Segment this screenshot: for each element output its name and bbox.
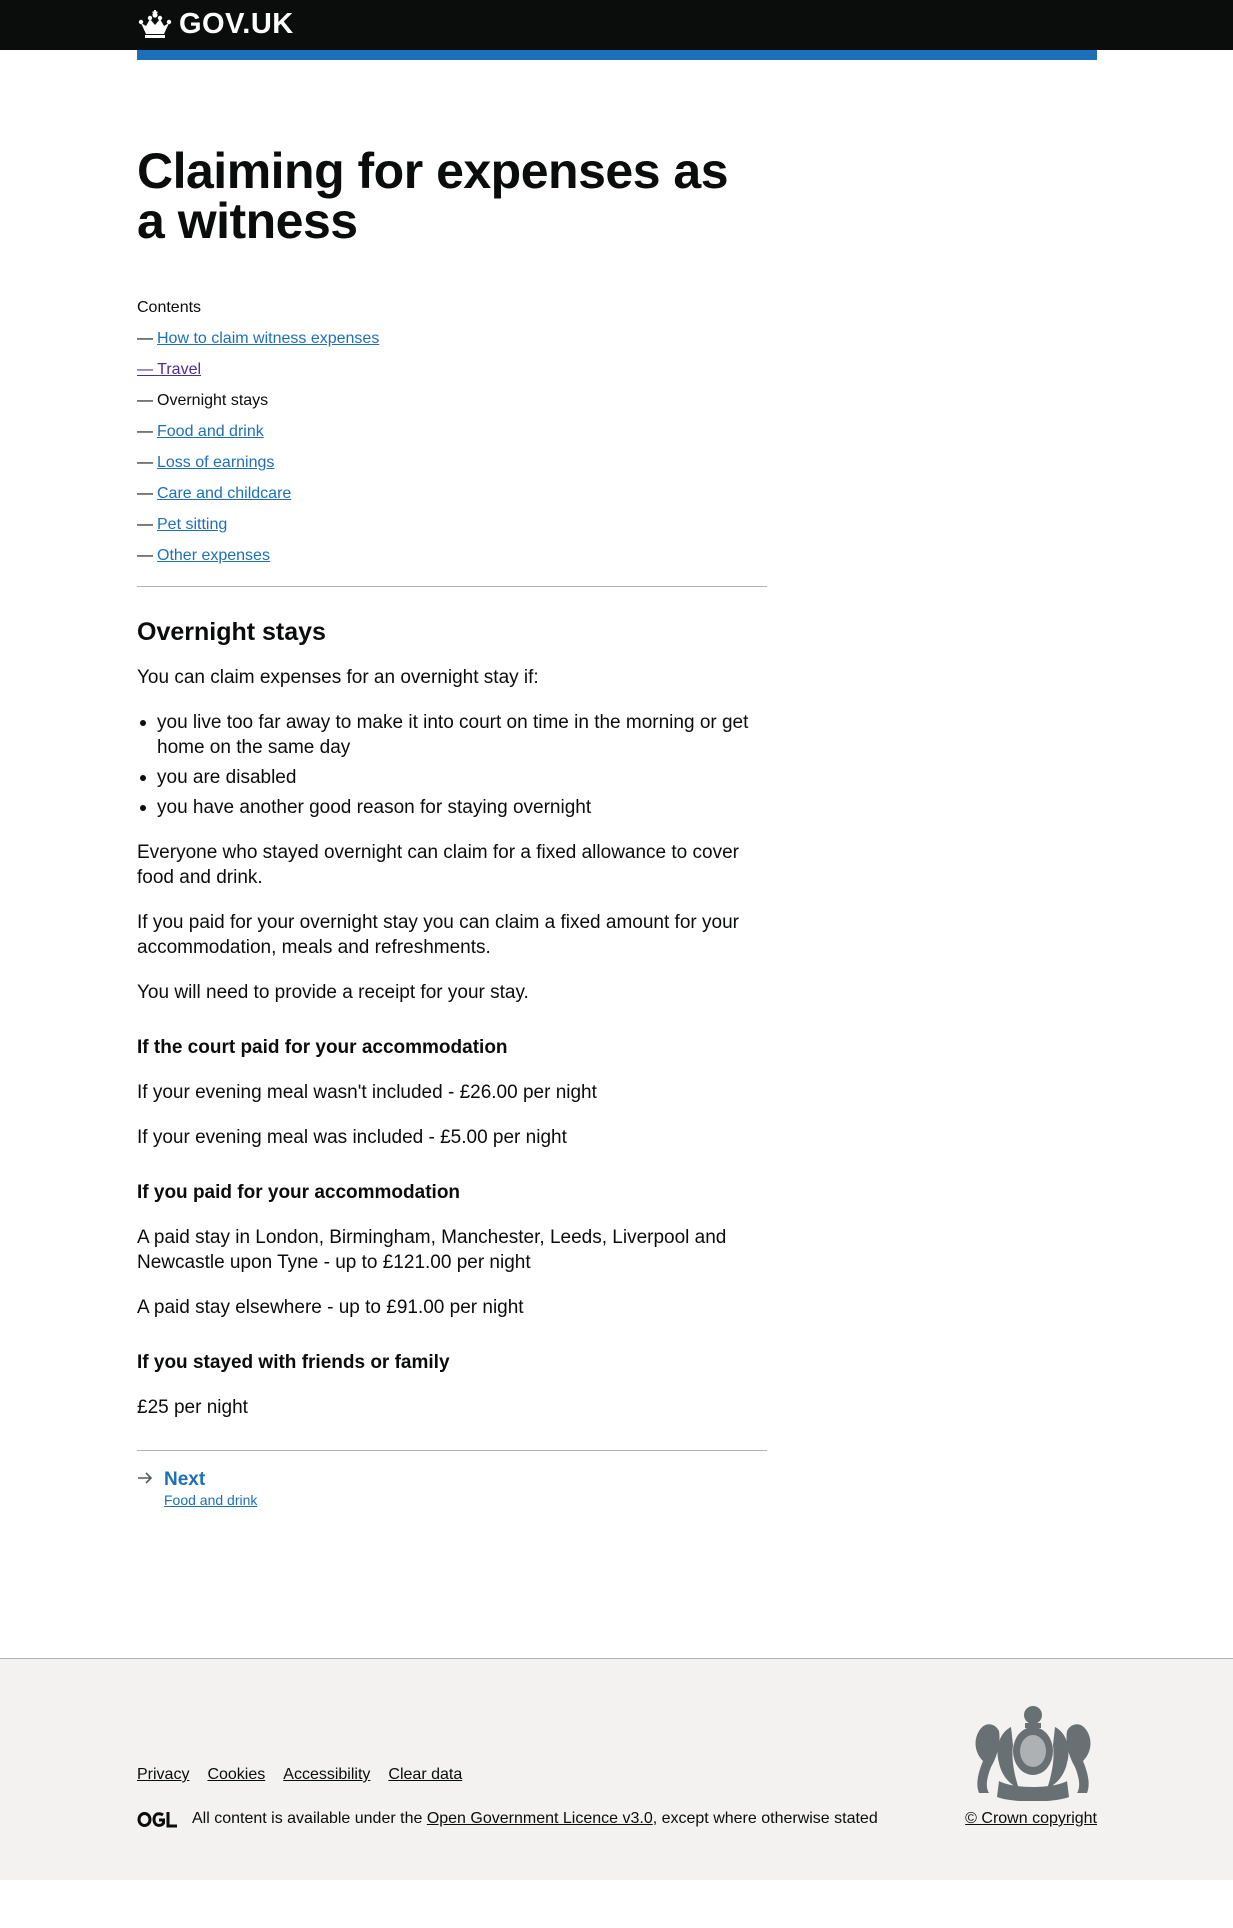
friends-family-heading: If you stayed with friends or family [137,1352,450,1373]
paragraph: £25 per night [137,1397,248,1418]
footer-link-cookies[interactable]: Cookies [207,1766,266,1783]
contents-item-food-and-drink [137,422,767,442]
main-content [137,50,1097,1508]
eligibility-list [157,710,767,820]
site-header [0,0,1233,50]
footer-link-privacy[interactable]: Privacy [137,1766,190,1783]
crown-icon [137,10,173,40]
list-item: you are disabled [157,765,767,790]
royal-coat-of-arms-icon [969,1697,1097,1801]
contents-current-overnight-stays: Overnight stays [157,392,269,409]
section-intro: You can claim expenses for an overnight stay if: [137,667,539,688]
footer-link-accessibility[interactable]: Accessibility [283,1766,371,1783]
next-page-nav[interactable] [137,1467,767,1508]
page-title: Claiming for expenses as a witness [137,143,729,249]
paragraph: Everyone who stayed overnight can claim for a fixed allowance to cover food and drink. [137,842,739,888]
contents-dash: — [137,547,153,564]
pagination-divider [137,1450,767,1451]
licence-statement [137,1810,878,1828]
licence-link[interactable]: Open Government Licence v3.0 [426,1810,653,1827]
contents-link-loss-of-earnings[interactable]: Loss of earnings [157,454,275,471]
contents-item-care-and-childcare [137,484,767,504]
paragraph: If your evening meal was included - £5.00 per night [137,1127,567,1148]
contents-item-how-to-claim [137,329,767,349]
contents-list [137,329,767,566]
contents-dash: — [137,392,153,409]
contents-link-pet-sitting[interactable]: Pet sitting [157,516,228,533]
paragraph: A paid stay elsewhere - up to £91.00 per night [137,1297,524,1318]
contents-dash: — [137,485,153,502]
logo-text: GOV.UK [179,8,294,40]
crown-copyright-link[interactable]: © Crown copyright [965,1810,1097,1827]
contents-dash: — [137,454,153,471]
header-blue-bar [137,50,1097,60]
contents-item-overnight-stays [137,391,767,411]
next-link[interactable]: Next [164,1469,206,1490]
licence-suffix: , except where otherwise stated [652,1810,878,1827]
overnight-stays-section [137,617,767,1420]
section-divider [137,586,767,587]
paragraph: A paid stay in London, Birmingham, Manchester, Leeds, Liverpool and Newcastle upon Tyne - up to £121.00 per night [137,1227,727,1273]
contents-dash: — [137,361,153,378]
paragraph: If your evening meal wasn't included - £26.00 per night [137,1082,597,1103]
section-heading: Overnight stays [137,618,326,646]
ogl-logo-icon [137,1811,178,1828]
next-target-link[interactable]: Food and drink [164,1492,258,1508]
footer-links [137,1766,462,1784]
contents-dash: — [137,516,153,533]
govuk-logo-link[interactable] [137,8,294,41]
contents-link-care-and-childcare[interactable]: Care and childcare [157,485,292,502]
licence-prefix: All content is available under the [192,1810,427,1827]
contents-item-pet-sitting [137,515,767,535]
court-paid-heading: If the court paid for your accommodation [137,1037,508,1058]
list-item: you live too far away to make it into court on time in the morning or get home on the same day [157,710,767,760]
contents-item-other-expenses [137,546,767,566]
site-footer [0,1658,1233,1880]
arrow-right-icon [137,1471,153,1485]
paragraph: You will need to provide a receipt for your stay. [137,982,529,1003]
paragraph: If you paid for your overnight stay you can claim a fixed amount for your accommodation, meals and refreshments. [137,912,739,958]
footer-link-clear-data[interactable]: Clear data [388,1766,463,1783]
contents-link-how-to-claim[interactable]: How to claim witness expenses [157,330,380,347]
contents-title: Contents [137,299,202,316]
contents-nav [137,298,767,566]
you-paid-heading: If you paid for your accommodation [137,1182,461,1203]
contents-item-travel [137,360,767,380]
contents-dash: — [137,423,153,440]
contents-link-travel[interactable] [137,360,201,380]
contents-link-other-expenses[interactable]: Other expenses [157,547,270,564]
contents-item-loss-of-earnings [137,453,767,473]
contents-dash: — [137,330,153,347]
list-item: you have another good reason for staying overnight [157,795,767,820]
contents-link-food-and-drink[interactable]: Food and drink [157,423,264,440]
footer-inner [137,1659,1097,1880]
contents-link-label: Travel [157,361,202,378]
